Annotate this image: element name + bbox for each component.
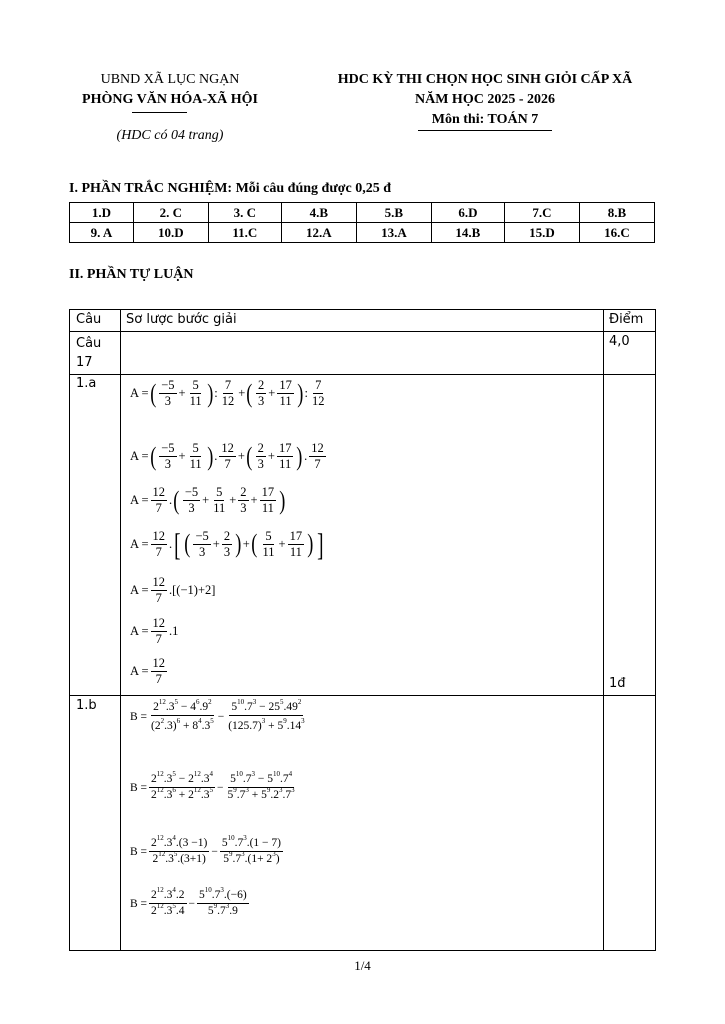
page-count-note: (HDC có 04 trang) [116,128,224,143]
question-17-score: 4,0 [609,334,630,349]
equation-1a-step1: A = ( −5 3 + $\frac{5}{11}$ ) : 7 12 + ( 2 3 + $\frac{17}{11}$ ) : 7 12 [130,378,325,408]
answer-cell: 15.D [504,223,579,243]
answer-cell: 7.C [504,203,579,223]
answer-cell: 16.C [579,223,654,243]
question-1b-label: 1.b [76,698,97,713]
answer-cell: 11.C [208,223,281,243]
answer-cell: 4.B [281,203,356,223]
equation-1a-result: A = $\frac{12}{7}$ [130,656,166,686]
answer-cell: 1.D [70,203,134,223]
answer-row [70,223,655,243]
left-header [60,70,280,110]
row-divider [70,331,655,332]
equation-1a-step5: A = $\frac{12}{7}$ . [( −1 ) + 2 ] [130,575,216,605]
question-1a-score: 1đ [609,676,626,691]
answer-cell: 12.A [281,223,356,243]
equation-1b-step2: B = $\frac{2^{12}.3^5 - 2^{12}.3^4}{2^{12}.3^6 + 2^{12}.3^5}$ − $\frac{5^{10}.7^3 - 5^{10}.7^4}{5^9.7^3 + 5^9.2^3.7^3}$ [130,770,295,801]
equation-1b-step4: B = $\frac{2^{12}.3^4.2}{2^{12}.3^5.4}$ − $\frac{5^{10}.7^3.(-6)}{5^9.7^3.9}$ [130,886,247,917]
department-name: PHÒNG VĂN HÓA-XÃ HỘI [82,92,258,107]
section1-title: I. PHẦN TRẮC NGHIỆM: Mỗi câu đúng được 0,25 đ [69,181,391,196]
answer-cell: 13.A [356,223,431,243]
answer-cell: 2. C [133,203,208,223]
answer-key-table [69,202,655,243]
equation-1b-step1: B = $\frac{2^{12}.3^5 - 4^6.9^2}{(2^2.3)^6 + 8^4.3^5}$ − $\frac{5^{10}.7^3 - 25^5.49^2}{(125.7)^3 + 5^9.14^3}$ [130,698,305,732]
page-number: 1/4 [354,958,371,973]
answer-cell: 3. C [208,203,281,223]
section2-title: II. PHẦN TỰ LUẬN [69,267,194,282]
answer-cell: 6.D [431,203,504,223]
authority-name: UBND XÃ LỤC NGẠN [100,72,240,87]
answer-cell: 8.B [579,203,654,223]
exam-title: HDC KỲ THI CHỌN HỌC SINH GIỎI CẤP XÃ [337,72,633,87]
column-divider [120,310,121,950]
subject-line: Môn thi: TOÁN 7 [418,110,552,131]
answer-cell: 5.B [356,203,431,223]
answer-cell: 14.B [431,223,504,243]
row-divider [70,695,655,696]
right-header [300,70,670,131]
header-solution: Sơ lược bước giải [126,312,237,327]
row-divider [70,374,655,375]
left-underline [132,112,187,113]
header-cau: Câu [76,312,102,327]
equation-1b-step3: B = $\frac{2^{12}.3^4.(3 -1)}{2^{12}.3^5.(3+1)}$ − $\frac{5^{10}.7^3.(1 - 7)}{5^9.7^3.(1+ 2^3)}$ [130,834,281,865]
equation-1a-step6: A = $\frac{12}{7}$ . 1 [130,616,179,646]
answer-row [70,203,655,223]
column-divider [603,310,604,950]
answer-cell: 10.D [133,223,208,243]
question-17-label: Câu 17 [76,336,102,370]
equation-1a-step4: A = $\frac{12}{7}$ . [ ( −5 3 + $\frac{2}{3}$ ) + ( 5 11 + $\frac{17}{11}$ ) ] [130,526,324,562]
school-year: NĂM HỌC 2025 - 2026 [415,92,555,107]
answer-cell: 9. A [70,223,134,243]
header-score: Điểm [609,312,644,327]
equation-1a-step3: A = $\frac{12}{7}$ . ( −5 3 + $\frac{5}{11}$ + $\frac{2}{3}$ + $\frac{17}{11}$ ) [130,485,286,515]
question-1a-label: 1.a [76,376,97,391]
equation-1a-step2: A = ( −5 3 + $\frac{5}{11}$ ) . 12 7 + ( 2 3 + $\frac{17}{11}$ ) . 12 7 [130,441,324,471]
